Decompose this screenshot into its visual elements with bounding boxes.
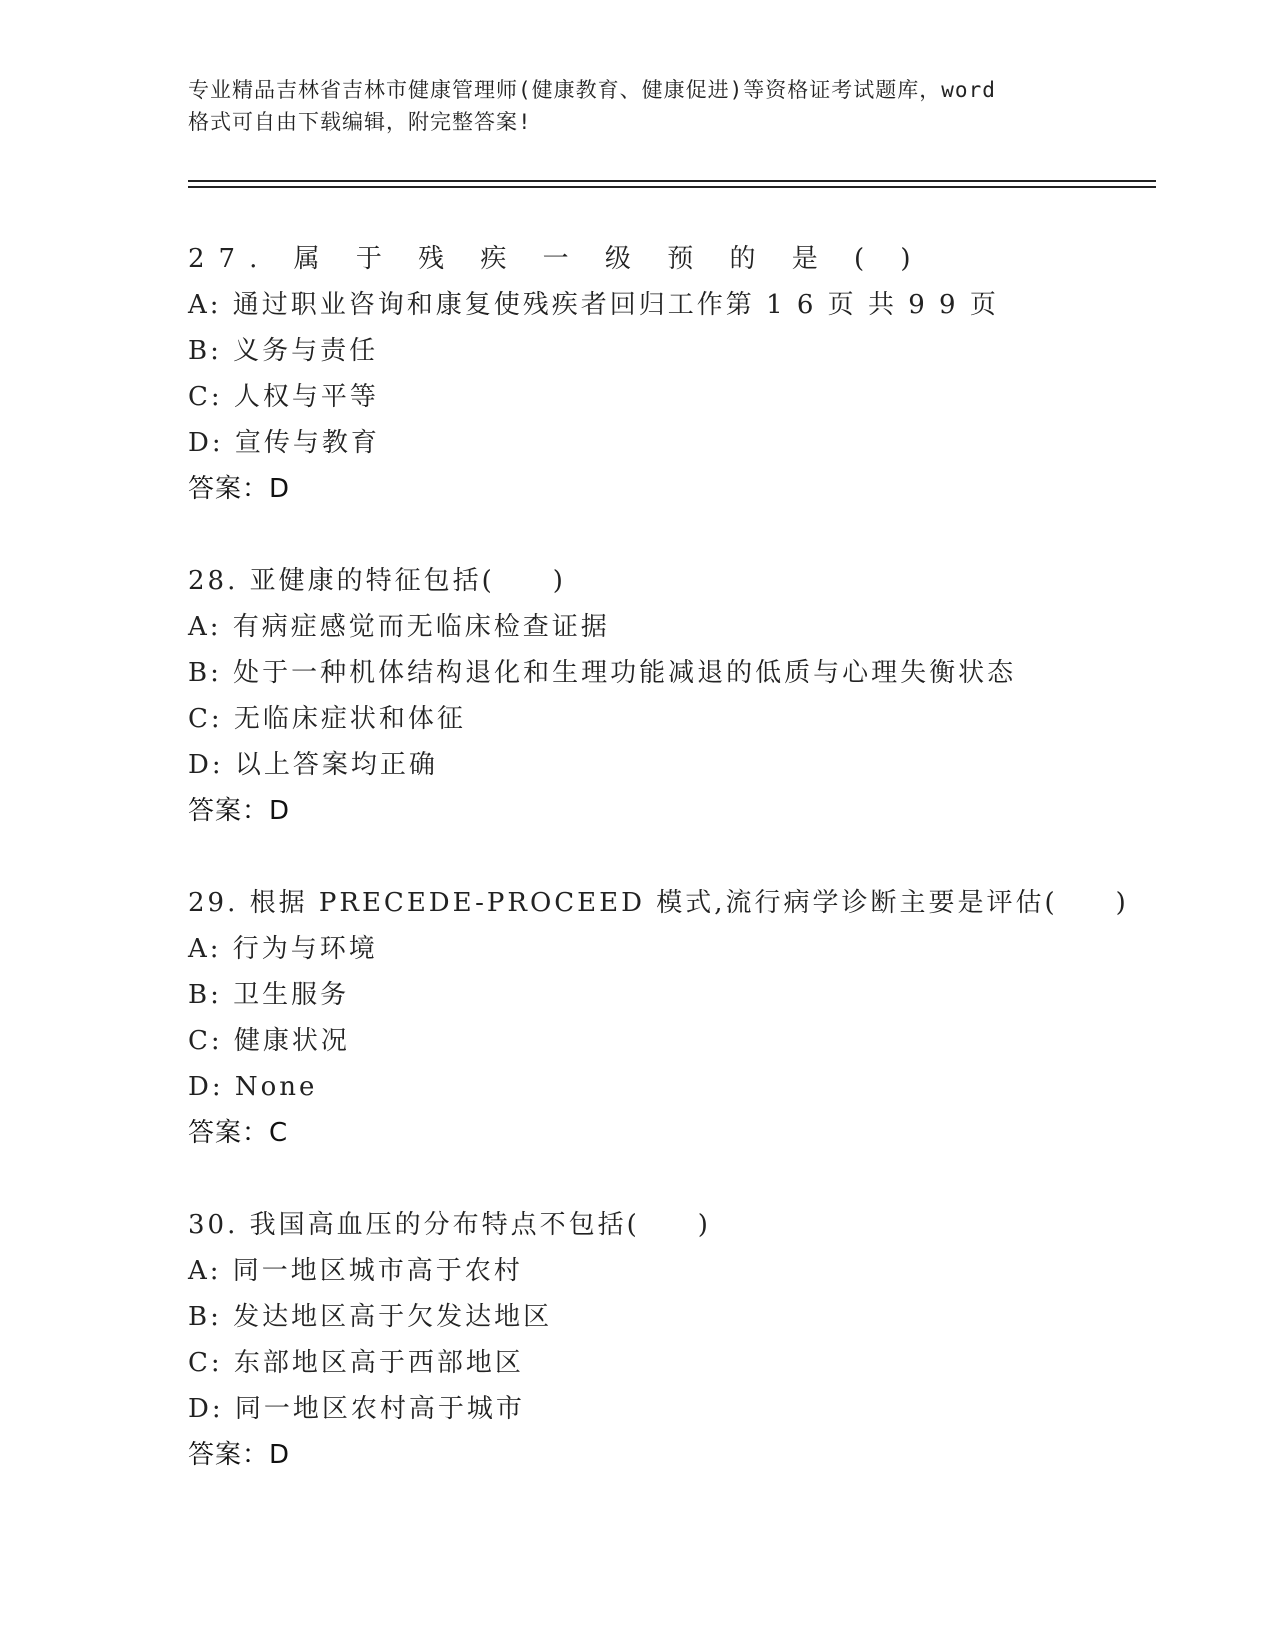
header-line-1: 专业精品吉林省吉林市健康管理师(健康教育、健康促进)等资格证考试题库，word	[188, 78, 996, 102]
question-title: 30. 我国高血压的分布特点不包括( )	[188, 1210, 711, 1240]
option-c: C: 东部地区高于西部地区	[188, 1348, 524, 1378]
question-title: 27. 属 于 残 疾 一 级 预 的 是 ( )	[188, 244, 925, 274]
option-b: B: 义务与责任	[188, 336, 379, 366]
question-list	[188, 236, 1168, 1524]
question-title: 28. 亚健康的特征包括( )	[188, 566, 566, 596]
header-divider-top	[188, 180, 1156, 182]
option-a: A: 行为与环境	[188, 934, 378, 964]
question-29	[188, 880, 1168, 1156]
option-b: B: 发达地区高于欠发达地区	[188, 1302, 553, 1332]
option-a: A: 有病症感觉而无临床检查证据	[188, 612, 610, 642]
document-header	[188, 74, 1088, 138]
option-d: D: 宣传与教育	[188, 428, 380, 458]
question-title: 29. 根据 PRECEDE-PROCEED 模式,流行病学诊断主要是评估( )	[188, 888, 1129, 918]
option-c: C: 无临床症状和体征	[188, 704, 466, 734]
answer-text: 答案：C	[188, 1118, 289, 1148]
header-divider-bottom	[188, 186, 1156, 188]
option-b: B: 卫生服务	[188, 980, 350, 1010]
option-d: D: 同一地区农村高于城市	[188, 1394, 525, 1424]
answer-text: 答案：D	[188, 474, 291, 504]
question-28	[188, 558, 1168, 834]
header-line-2: 格式可自由下载编辑，附完整答案!	[188, 110, 532, 134]
option-d: D: None	[188, 1072, 318, 1102]
question-30	[188, 1202, 1168, 1478]
option-a: A: 通过职业咨询和康复使残疾者回归工作第 1 6 页 共 9 9 页	[188, 290, 999, 320]
answer-text: 答案：D	[188, 1440, 291, 1470]
option-c: C: 人权与平等	[188, 382, 379, 412]
option-c: C: 健康状况	[188, 1026, 350, 1056]
option-a: A: 同一地区城市高于农村	[188, 1256, 523, 1286]
question-27	[188, 236, 1168, 512]
answer-text: 答案：D	[188, 796, 291, 826]
option-d: D: 以上答案均正确	[188, 750, 438, 780]
option-b: B: 处于一种机体结构退化和生理功能减退的低质与心理失衡状态	[188, 658, 1017, 688]
